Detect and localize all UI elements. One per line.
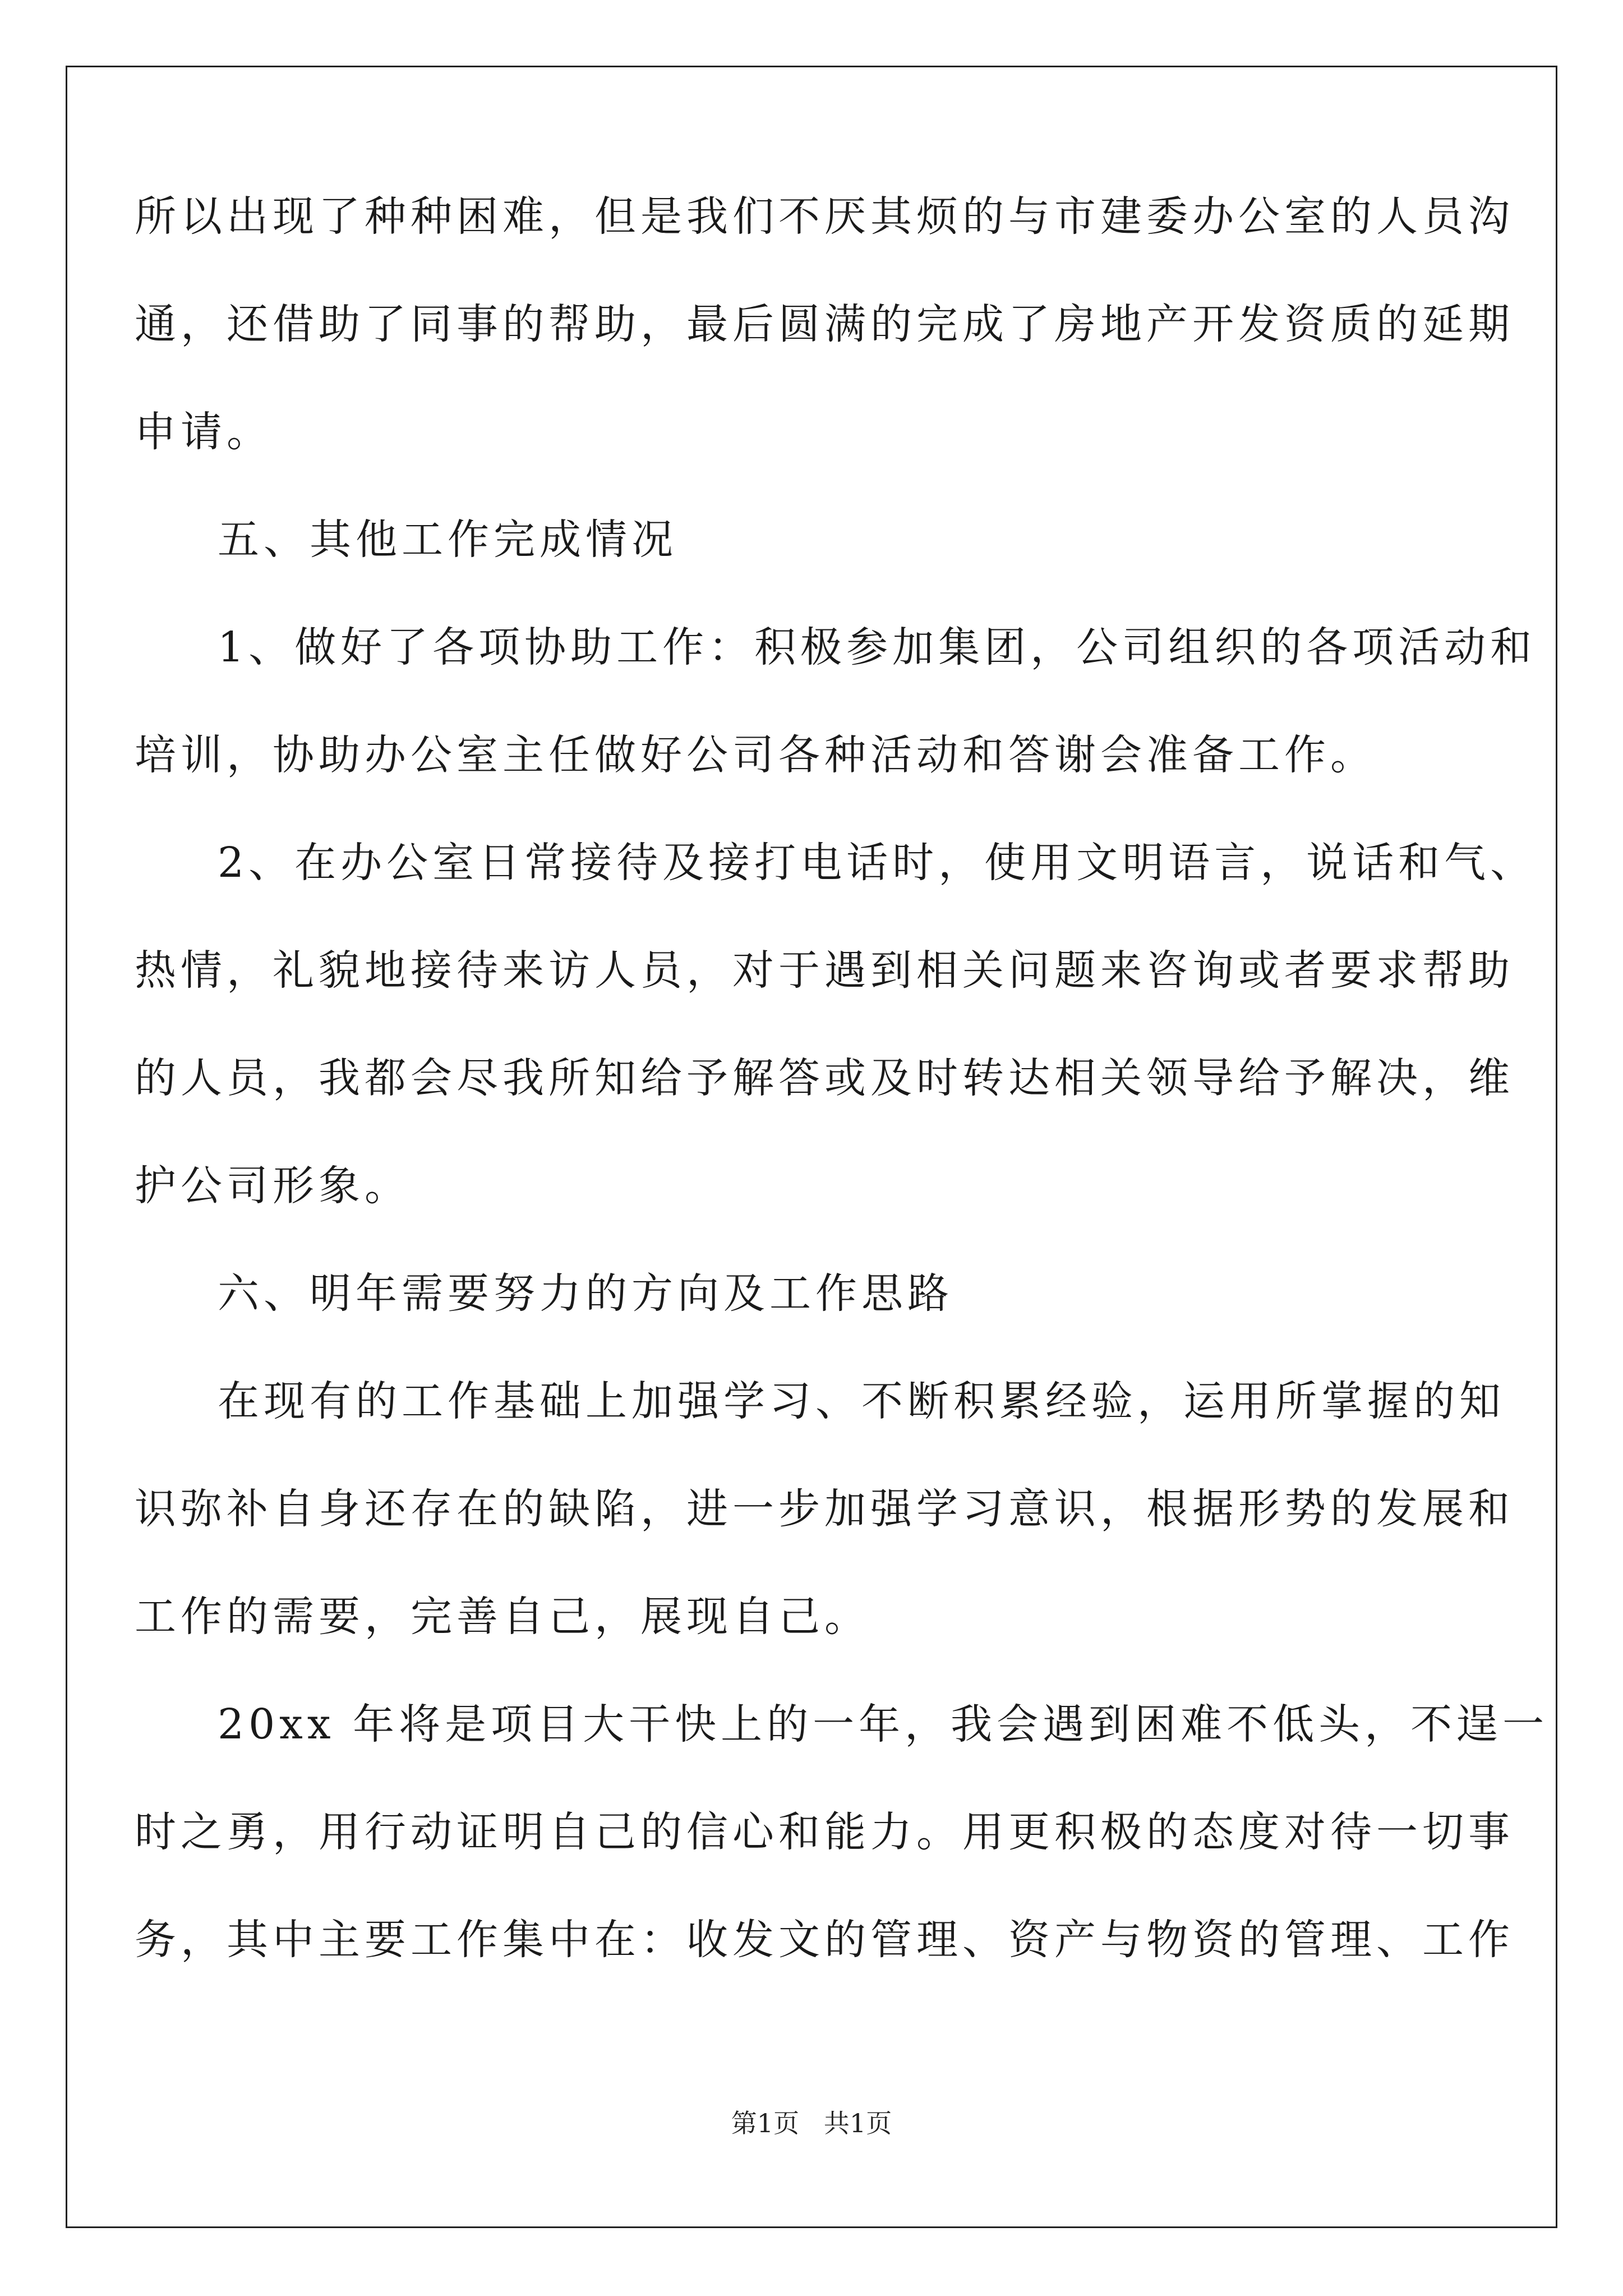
- text-line: 2、在办公室日常接待及接打电话时，使用文明语言，说话和气、: [218, 839, 1537, 887]
- text-line: 1、做好了各项协助工作：积极参加集团，公司组织的各项活动和: [218, 623, 1537, 671]
- text-line: 申请。: [135, 408, 273, 456]
- text-line: 六、明年需要努力的方向及工作思路: [218, 1269, 953, 1318]
- text-line: 工作的需要，完善自己，展现自己。: [135, 1593, 870, 1641]
- text-line: 五、其他工作完成情况: [218, 516, 677, 564]
- text-line: 护公司形象。: [135, 1162, 411, 1210]
- text-line: 20xx 年将是项目大干快上的一年，我会遇到困难不低头，不逞一: [218, 1700, 1549, 1749]
- text-line: 务，其中主要工作集中在：收发文的管理、资产与物资的管理、工作: [135, 1916, 1514, 1964]
- text-line: 在现有的工作基础上加强学习、不断积累经验，运用所掌握的知: [218, 1377, 1505, 1425]
- text-line: 通，还借助了同事的帮助，最后圆满的完成了房地产开发资质的延期: [135, 300, 1514, 348]
- text-line: 时之勇，用行动证明自己的信心和能力。用更积极的态度对待一切事: [135, 1808, 1514, 1856]
- text-line: 的人员，我都会尽我所知给予解答或及时转达相关领导给予解决，维: [135, 1054, 1514, 1102]
- text-line: 培训，协助办公室主任做好公司各种活动和答谢会准备工作。: [135, 731, 1376, 779]
- text-line: 所以出现了种种困难，但是我们不厌其烦的与市建委办公室的人员沟: [135, 192, 1514, 241]
- page-footer: 第1页 共1页: [731, 2108, 892, 2138]
- text-line: 识弥补自身还存在的缺陷，进一步加强学习意识，根据形势的发展和: [135, 1485, 1514, 1533]
- document-body: [135, 163, 1549, 1994]
- text-line: 热情，礼貌地接待来访人员，对于遇到相关问题来咨询或者要求帮助: [135, 946, 1514, 995]
